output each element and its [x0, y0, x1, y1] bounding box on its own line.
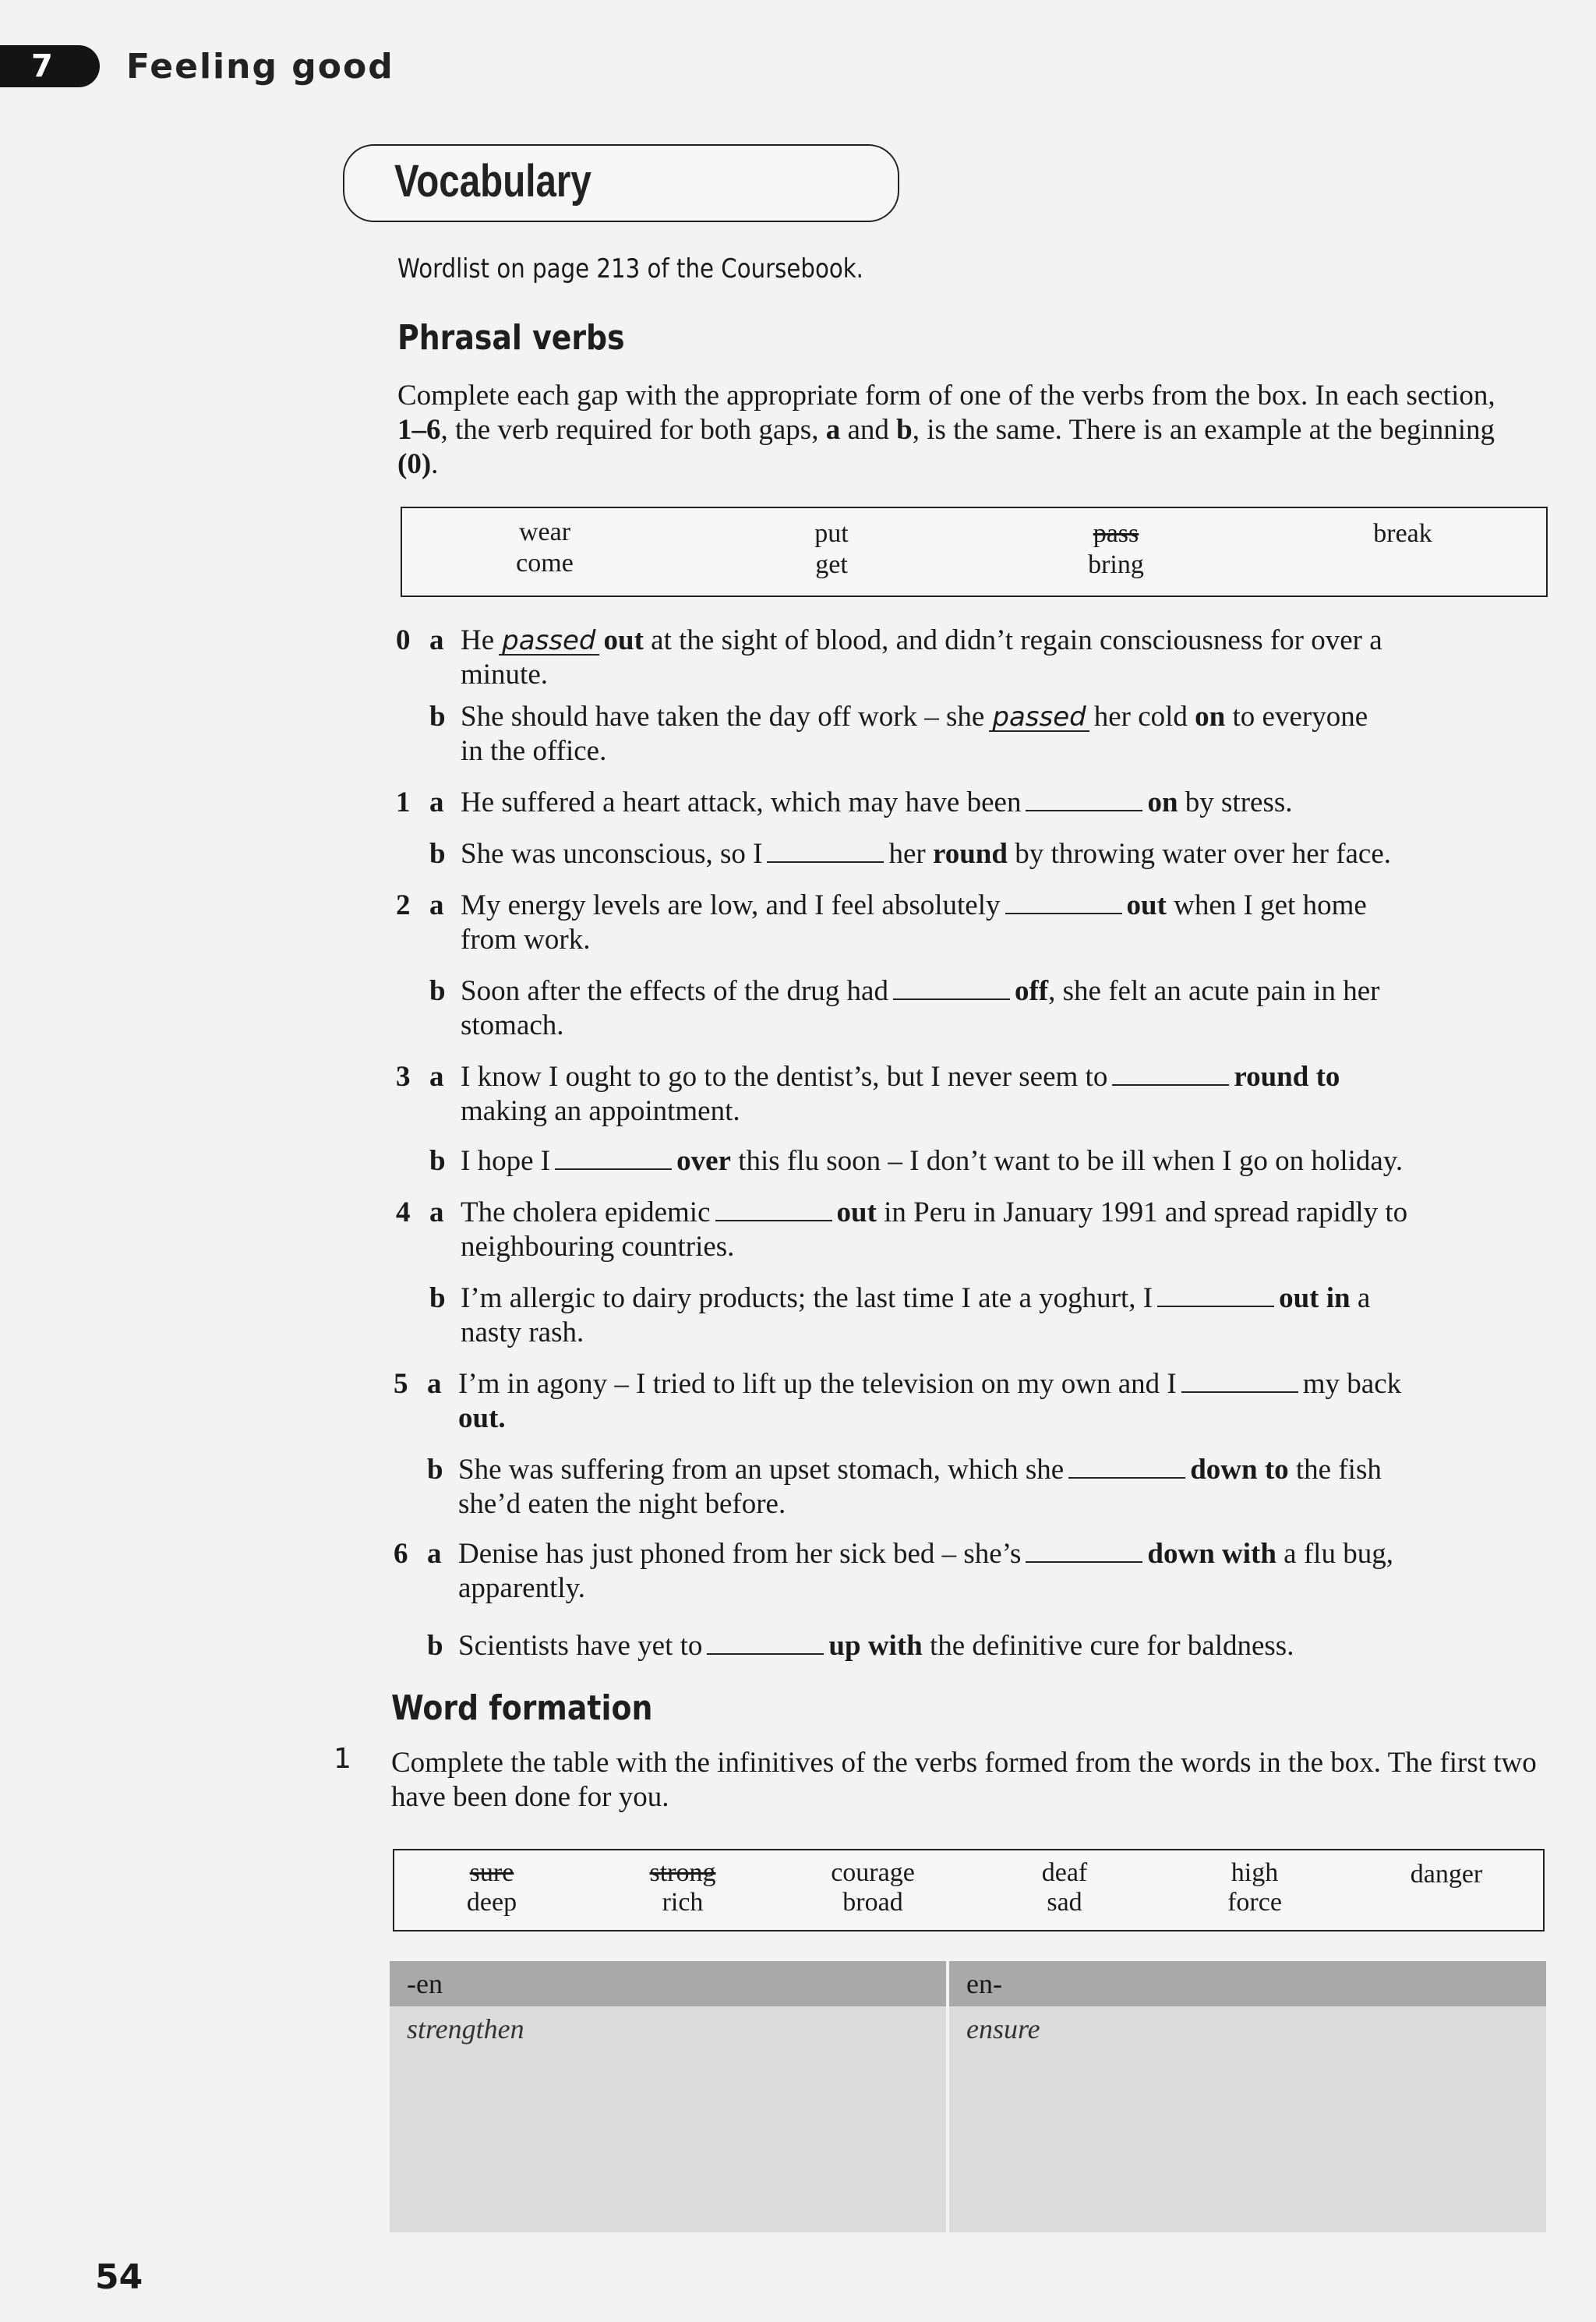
answer-gap[interactable] — [1157, 1282, 1274, 1307]
exercise-item: He suffered a heart attack, which may have been on by stress. — [461, 786, 1293, 818]
item-text: She was unconscious, so I — [461, 838, 763, 870]
box-word: wear — [518, 518, 571, 546]
box-word: deaf — [1041, 1858, 1088, 1887]
item-text: I’m allergic to dairy products; the last time I ate a yoghurt, I — [461, 1282, 1153, 1314]
item-text: stomach. — [461, 1009, 564, 1041]
word-formation-heading: Word formation — [391, 1688, 653, 1728]
unit-title: Feeling good — [126, 47, 394, 87]
item-text: She was suffering from an upset stomach, which she — [458, 1454, 1065, 1486]
item-letter: a — [429, 1061, 444, 1093]
box-word: break — [1373, 519, 1432, 548]
item-letter: a — [429, 786, 444, 818]
answer-gap[interactable] — [1181, 1368, 1298, 1393]
exercise-item: I know I ought to go to the dentist’s, but I never seem to round to making an appointment. — [461, 1061, 1340, 1127]
item-letter: b — [429, 1282, 446, 1314]
item-text: He — [461, 624, 495, 656]
exercise-number: 1 — [334, 1743, 351, 1775]
section-title: Vocabulary — [394, 156, 591, 207]
box-word: put — [814, 519, 849, 548]
item-text: minute. — [461, 659, 549, 691]
verb-box — [401, 507, 1548, 597]
item-number: 6 — [394, 1538, 408, 1570]
box-word: danger — [1410, 1860, 1483, 1889]
item-number: 1 — [396, 786, 411, 818]
answer-gap[interactable] — [1068, 1454, 1185, 1479]
answer-gap[interactable] — [715, 1196, 832, 1221]
exercise-item: Scientists have yet to up with the definitive cure for baldness. — [458, 1630, 1294, 1662]
example-answer: passed — [989, 704, 1089, 732]
section-title-box — [343, 144, 899, 222]
item-number: 4 — [396, 1196, 411, 1228]
box-word: courage — [831, 1858, 915, 1887]
answer-gap[interactable] — [707, 1630, 824, 1655]
unit-tab — [0, 45, 100, 87]
item-text: I’m in agony – I tried to lift up the television on my own and I — [458, 1368, 1177, 1400]
exercise-item: I’m allergic to dairy products; the last time I ate a yoghurt, I out in a nasty rash. — [461, 1282, 1371, 1348]
answer-table — [390, 1961, 1546, 2232]
answer-gap[interactable] — [767, 838, 884, 863]
exercise-item: The cholera epidemic out in Peru in January 1991 and spread rapidly to neighbouring countries. — [461, 1196, 1408, 1263]
item-letter: b — [429, 1145, 446, 1177]
item-letter: a — [427, 1538, 442, 1570]
item-text: nasty rash. — [461, 1317, 584, 1348]
answer-gap[interactable] — [1026, 786, 1142, 811]
answer-gap[interactable] — [1026, 1538, 1142, 1563]
item-text: My energy levels are low, and I feel absolutely — [461, 889, 1001, 921]
table-column-en-suffix — [390, 1961, 946, 2232]
answer-gap[interactable] — [555, 1145, 672, 1170]
exercise-item: I’m in agony – I tried to lift up the television on my own and I my back out. — [458, 1368, 1402, 1434]
item-text: She should have taken the day off work – she — [461, 701, 985, 733]
item-text: I hope I — [461, 1145, 551, 1177]
table-cell[interactable]: ensure — [966, 2013, 1040, 2045]
item-text: making an appointment. — [461, 1095, 740, 1127]
exercise-item: She was unconscious, so I her round by throwing water over her face. — [461, 838, 1392, 870]
item-text: Scientists have yet to — [458, 1630, 703, 1662]
box-word: broad — [842, 1888, 903, 1917]
item-text: The cholera epidemic — [461, 1196, 711, 1228]
item-letter: b — [429, 701, 446, 733]
box-word: high — [1231, 1858, 1279, 1887]
box-word: sad — [1047, 1888, 1082, 1917]
item-text: from work. — [461, 924, 591, 956]
exercise-item: She should have taken the day off work – she passed her cold on to everyone in the office. — [461, 701, 1368, 767]
column-header: en- — [966, 1968, 1002, 1999]
item-text: He suffered a heart attack, which may have been — [461, 786, 1022, 818]
unit-number: 7 — [31, 48, 53, 84]
item-number: 3 — [396, 1061, 411, 1093]
wordlist-note: Wordlist on page 213 of the Coursebook. — [397, 253, 863, 285]
exercise-item: Soon after the effects of the drug had off, she felt an acute pain in her stomach. — [461, 975, 1380, 1041]
item-letter: b — [429, 975, 446, 1007]
item-number: 0 — [396, 624, 411, 656]
item-text: apparently. — [458, 1572, 585, 1604]
example-answer: passed — [499, 627, 598, 656]
item-text: Soon after the effects of the drug had — [461, 975, 888, 1007]
column-header: -en — [407, 1968, 443, 1999]
answer-gap[interactable] — [1112, 1061, 1229, 1086]
item-text: in the office. — [461, 735, 607, 767]
item-number: 5 — [394, 1368, 408, 1400]
box-word: come — [516, 549, 574, 578]
item-text: out. — [458, 1402, 506, 1434]
item-letter: b — [427, 1454, 443, 1486]
item-letter: b — [429, 838, 446, 870]
item-letter: a — [429, 1196, 444, 1228]
item-text: she’d eaten the night before. — [458, 1488, 786, 1520]
item-letter: a — [429, 624, 444, 656]
item-text: Denise has just phoned from her sick bed – she’s — [458, 1538, 1022, 1570]
item-letter: a — [429, 889, 444, 921]
word-formation-instructions: Complete the table with the infinitives of the verbs formed from the words in the box. The first two have been done for you. — [391, 1747, 1537, 1813]
exercise-item: He passed out at the sight of blood, and didn’t regain consciousness for over a minute. — [461, 624, 1382, 691]
box-word: force — [1227, 1888, 1282, 1917]
answer-gap[interactable] — [1005, 889, 1122, 914]
item-letter: a — [427, 1368, 442, 1400]
exercise-item: Denise has just phoned from her sick bed – she’s down with a flu bug, apparently. — [458, 1538, 1393, 1604]
table-column-en-prefix — [949, 1961, 1546, 2232]
item-text: I know I ought to go to the dentist’s, but I never seem to — [461, 1061, 1108, 1093]
box-word: bring — [1088, 550, 1144, 579]
box-word: get — [815, 550, 848, 579]
phrasal-instructions: Complete each gap with the appropriate form of one of the verbs from the box. In each section, 1–6, the verb required for both gaps, a and b, is the same. There is an example at the beginning (0). — [397, 380, 1495, 480]
item-number: 2 — [396, 889, 411, 921]
box-word-struck: pass — [1093, 519, 1139, 548]
box-word: rich — [662, 1888, 704, 1917]
box-word-struck: strong — [649, 1858, 716, 1887]
box-word-struck: sure — [469, 1858, 514, 1887]
table-cell[interactable]: strengthen — [407, 2013, 524, 2045]
phrasal-verbs-heading: Phrasal verbs — [397, 318, 625, 358]
answer-gap[interactable] — [893, 975, 1010, 1000]
box-word: deep — [466, 1888, 517, 1917]
item-letter: b — [427, 1630, 443, 1662]
word-box — [393, 1849, 1545, 1931]
item-text: neighbouring countries. — [461, 1231, 735, 1263]
exercise-item: My energy levels are low, and I feel absolutely out when I get home from work. — [461, 889, 1367, 956]
exercise-item: She was suffering from an upset stomach, which she down to the fish she’d eaten the night before. — [458, 1454, 1382, 1520]
page-number: 54 — [95, 2257, 143, 2297]
exercise-item: I hope I over this flu soon – I don’t want to be ill when I go on holiday. — [461, 1145, 1404, 1177]
